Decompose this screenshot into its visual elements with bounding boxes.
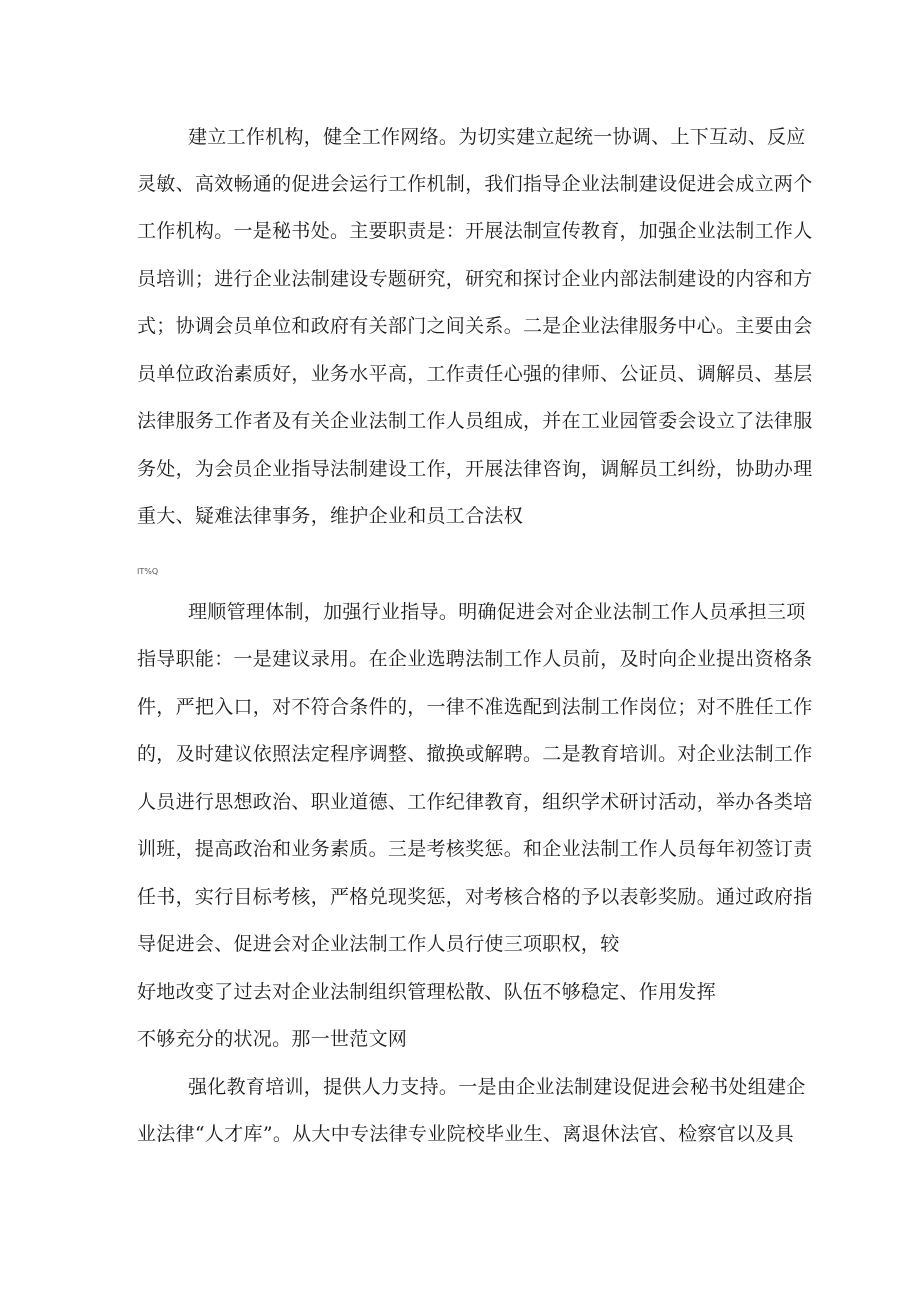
text-line: 工作机构。一是秘书处。主要职责是：开展法制宣传教育，加强企业法制工作人 [137,220,813,242]
text-line: 员单位政治素质好，业务水平高，工作责任心强的律师、公证员、调解员、基层 [137,363,813,385]
text-line: 强化教育培训，提供人力支持。一是由企业法制建设促进会秘书处组建企 [188,1076,806,1098]
text-line: 的，及时建议依照法定程序调整、撤换或解聘。二是教育培训。对企业法制工作 [137,743,813,765]
text-line: 法律服务工作者及有关企业法制工作人员组成，并在工业园管委会设立了法律服 [137,410,813,432]
text-line: 员培训；进行企业法制建设专题研究，研究和探讨企业内部法制建设的内容和方 [137,268,813,290]
text-line: 训班，提高政治和业务素质。三是考核奖惩。和企业法制工作人员每年初签订责 [137,838,813,860]
small-mark: IT%Q [137,567,159,576]
text-line: 重大、疑难法律事务，维护企业和员工合法权 [137,505,524,527]
text-line: 人员进行思想政治、职业道德、工作纪律教育，组织学术研讨活动，举办各类培 [137,791,813,813]
text-line: 建立工作机构，健全工作网络。为切实建立起统一协调、上下互动、反应 [188,126,806,148]
text-line: 灵敏、高效畅通的促进会运行工作机制，我们指导企业法制建设促进会成立两个 [137,173,813,195]
text-line: 指导职能：一是建议录用。在企业选聘法制工作人员前，及时向企业提出资格条 [137,648,813,670]
text-line: 好地改变了过去对企业法制组织管理松散、队伍不够稳定、作用发挥 [137,981,717,1003]
text-line: 业法律“人才库”。从大中专法律专业院校毕业生、离退休法官、检察官以及具 [137,1123,794,1145]
text-line: 式；协调会员单位和政府有关部门之间关系。二是企业法律服务中心。主要由会 [137,315,813,337]
text-line: 件，严把入口，对不符合条件的，一律不准选配到法制工作岗位；对不胜任工作 [137,696,813,718]
text-line: 任书，实行目标考核，严格兑现奖惩，对考核合格的予以表彰奖励。通过政府指 [137,886,813,908]
text-line: 务处，为会员企业指导法制建设工作，开展法律咨询，调解员工纠纷，协助办理 [137,458,813,480]
text-line: 导促进会、促进会对企业法制工作人员行使三项职权，较 [137,933,620,955]
text-line: 不够充分的状况。那一世范文网 [137,1028,408,1050]
text-line: 理顺管理体制，加强行业指导。明确促进会对企业法制工作人员承担三项 [188,601,806,623]
